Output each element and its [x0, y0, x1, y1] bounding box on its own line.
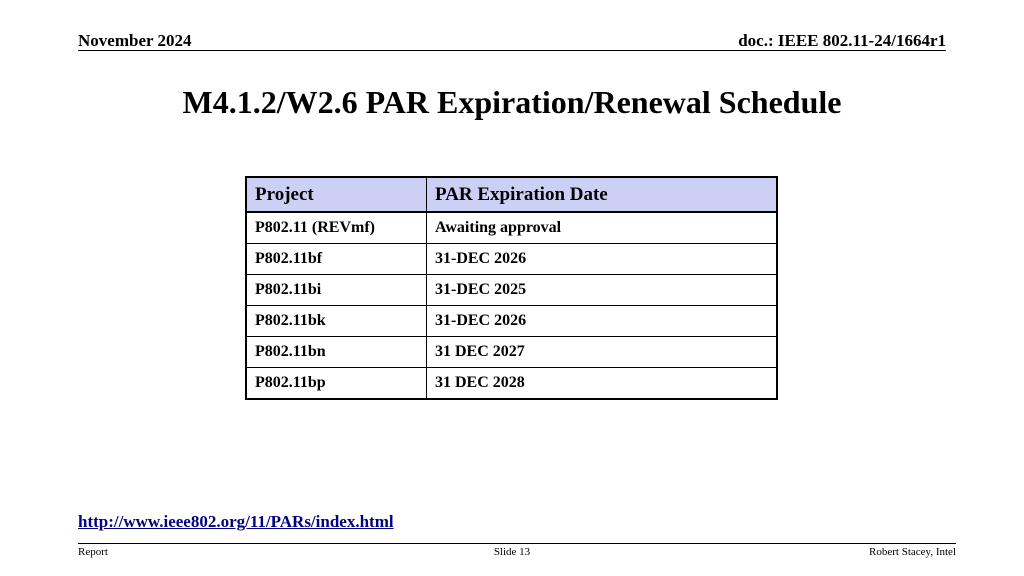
project-cell: P802.11bk: [246, 306, 427, 337]
column-header-project: Project: [246, 177, 427, 212]
footer-slide-number: Slide 13: [493, 546, 531, 558]
header-doc-id: doc.: IEEE 802.11-24/1664r1: [738, 31, 946, 50]
expiration-date-cell: 31 DEC 2027: [427, 337, 778, 368]
project-cell: P802.11bp: [246, 368, 427, 400]
project-cell: P802.11 (REVmf): [246, 212, 427, 244]
expiration-date-cell: 31-DEC 2026: [427, 244, 778, 275]
table-row: [246, 337, 777, 368]
project-cell: P802.11bf: [246, 244, 427, 275]
table-row: [246, 306, 777, 337]
table-row: [246, 244, 777, 275]
pars-index-link[interactable]: http://www.ieee802.org/11/PARs/index.html: [78, 512, 394, 531]
slide-title: M4.1.2/W2.6 PAR Expiration/Renewal Schedule: [182, 84, 842, 120]
header-date: November 2024: [78, 31, 192, 50]
expiration-date-cell: 31-DEC 2026: [427, 306, 778, 337]
footer-report-label: Report: [78, 546, 108, 558]
project-cell: P802.11bn: [246, 337, 427, 368]
project-cell: P802.11bi: [246, 275, 427, 306]
table-header-row: [246, 177, 777, 212]
expiration-date-cell: Awaiting approval: [427, 212, 778, 244]
expiration-date-cell: 31 DEC 2028: [427, 368, 778, 400]
footer-author: Robert Stacey, Intel: [869, 546, 956, 558]
expiration-date-cell: 31-DEC 2025: [427, 275, 778, 306]
header-divider: [78, 50, 946, 51]
footer-divider: [78, 543, 956, 544]
column-header-expiration-date: PAR Expiration Date: [427, 177, 778, 212]
table-row: [246, 212, 777, 244]
par-expiration-table: [245, 176, 778, 400]
table-row: [246, 368, 777, 400]
table-row: [246, 275, 777, 306]
